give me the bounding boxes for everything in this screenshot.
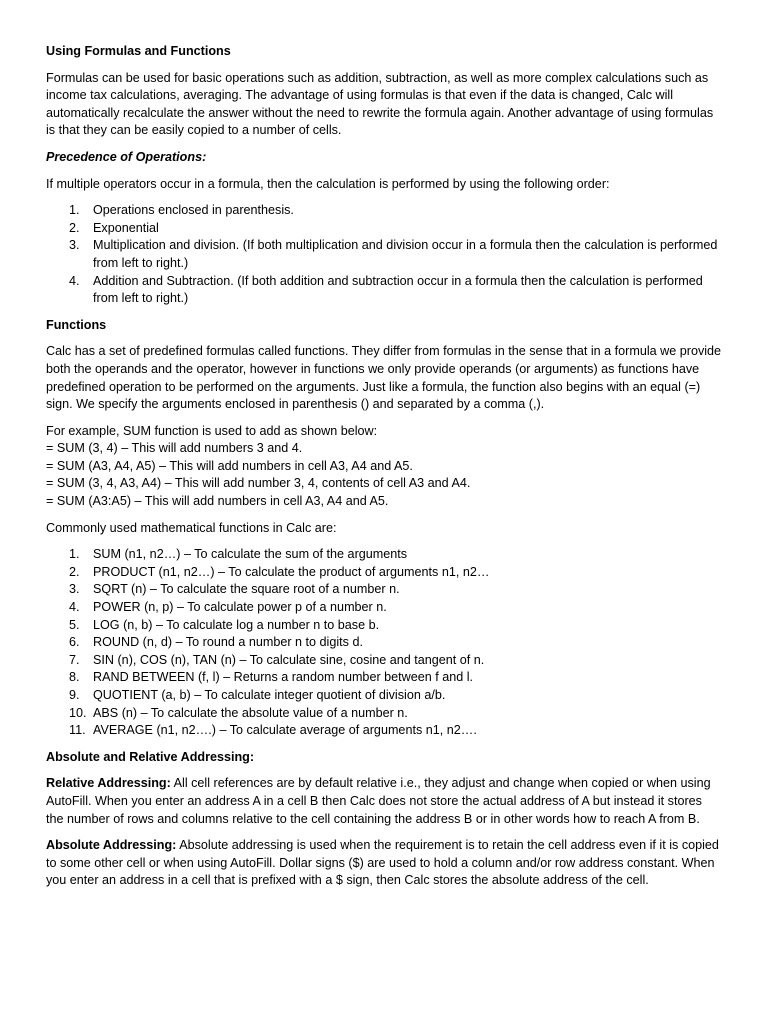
heading-addressing: Absolute and Relative Addressing: <box>46 749 255 764</box>
example-line: For example, SUM function is used to add as shown below: <box>46 423 378 438</box>
absolute-addressing-lead: Absolute Addressing: <box>46 838 177 853</box>
list-text: ROUND (n, d) – To round a number n to digits d. <box>93 635 363 650</box>
precedence-intro: If multiple operators occur in a formula, then the calculation is performed by using the following order: <box>46 176 610 191</box>
list-number: 4. <box>69 273 80 288</box>
list-text: AVERAGE (n1, n2….) – To calculate average of arguments n1, n2…. <box>93 723 477 738</box>
common-functions-intro: Commonly used mathematical functions in Calc are: <box>46 520 337 535</box>
heading-functions: Functions <box>46 317 107 332</box>
list-number: 6. <box>69 635 80 650</box>
list-text: Exponential <box>93 220 159 235</box>
list-number: 2. <box>69 220 80 235</box>
list-item <box>46 273 722 308</box>
list-text: QUOTIENT (a, b) – To calculate integer quotient of division a/b. <box>93 688 446 702</box>
list-text: PRODUCT (n1, n2…) – To calculate the product of arguments n1, n2… <box>93 564 490 579</box>
list-item <box>46 564 722 582</box>
sum-examples <box>46 423 722 511</box>
list-number: 11. <box>69 723 86 738</box>
functions-paragraph: Calc has a set of predefined formulas called functions. They differ from formulas in the sense that in a formula we provide both the operands and the operator, however in functions we only provide operands (or arguments) as functions have predefined operation to be performed on the arguments. Just like a formula, the function also begins with an equal (=) sign. We specify the arguments enclosed in parenthesis () and separated by a comma (,). <box>46 344 722 412</box>
example-line: = SUM (A3:A5) – This will add numbers in cell A3, A4 and A5. <box>46 494 389 509</box>
example-line: = SUM (A3, A4, A5) – This will add numbers in cell A3, A4 and A5. <box>46 458 413 473</box>
list-text: SUM (n1, n2…) – To calculate the sum of the arguments <box>93 547 408 562</box>
list-item <box>46 634 722 652</box>
precedence-list <box>46 202 722 308</box>
relative-addressing-lead: Relative Addressing: <box>46 776 171 791</box>
relative-addressing-paragraph <box>46 775 722 828</box>
list-text: ABS (n) – To calculate the absolute value of a number n. <box>93 705 408 720</box>
list-item <box>46 599 722 617</box>
list-text: Multiplication and division. (If both multiplication and division occur in a formula then the calculation is performed from left to right.) <box>93 238 718 270</box>
heading-precedence: Precedence of Operations: <box>46 149 207 164</box>
list-number: 1. <box>69 547 80 562</box>
list-item <box>46 237 722 272</box>
list-text: SQRT (n) – To calculate the square root of a number n. <box>93 582 400 597</box>
list-item <box>46 581 722 599</box>
list-number: 2. <box>69 564 80 579</box>
list-number: 3. <box>69 238 80 253</box>
list-text: SIN (n), COS (n), TAN (n) – To calculate sine, cosine and tangent of n. <box>93 652 485 667</box>
absolute-addressing-paragraph <box>46 837 722 890</box>
list-item <box>46 546 722 564</box>
list-text: Operations enclosed in parenthesis. <box>93 203 294 218</box>
list-text: RAND BETWEEN (f, l) – Returns a random number between f and l. <box>93 670 474 685</box>
list-item <box>46 202 722 220</box>
list-number: 5. <box>69 617 80 632</box>
list-text: POWER (n, p) – To calculate power p of a number n. <box>93 600 387 615</box>
list-item <box>46 617 722 635</box>
intro-paragraph: Formulas can be used for basic operations such as addition, subtraction, as well as more complex calculations such as income tax calculations, averaging. The advantage of using formulas is that even if the data is changed, Calc will automatically recalculate the answer without the need to rewrite the formula again. Another advantage of using formulas is that they can be easily copied to a number of cells. <box>46 70 714 138</box>
list-item <box>46 705 722 723</box>
list-number: 7. <box>69 652 80 667</box>
list-number: 10. <box>69 705 87 720</box>
list-text: LOG (n, b) – To calculate log a number n to base b. <box>93 617 380 632</box>
list-item <box>46 220 722 238</box>
list-number: 3. <box>69 582 80 597</box>
list-number: 4. <box>69 600 80 615</box>
list-item <box>46 687 722 705</box>
list-item <box>46 652 722 670</box>
list-number: 1. <box>69 203 80 218</box>
example-line: = SUM (3, 4) – This will add numbers 3 and 4. <box>46 441 303 456</box>
list-text: Addition and Subtraction. (If both addition and subtraction occur in a formula then the calculation is performed from left to right.) <box>93 273 703 306</box>
list-number: 9. <box>69 688 80 702</box>
list-number: 8. <box>69 670 80 685</box>
relative-addressing-text: All cell references are by default relative i.e., they adjust and change when copied or when using AutoFill. When you enter an address A in a cell B then Calc does not store the actual address of A but instead it stores the number of rows and columns relative to the cell containing the address B or in other words how to reach A from B. <box>46 776 711 826</box>
functions-list <box>46 546 722 740</box>
example-line: = SUM (3, 4, A3, A4) – This will add number 3, 4, contents of cell A3 and A4. <box>46 476 471 491</box>
list-item <box>46 669 722 687</box>
absolute-addressing-text: Absolute addressing is used when the requirement is to retain the cell address even if it is copied to some other cell or when using AutoFill. Dollar signs ($) are used to hold a column and/or row address constant. When you enter an address in a cell that is prefixed with a $ sign, then Calc stores the absolute address of the cell. <box>46 838 719 888</box>
list-item <box>46 722 722 740</box>
heading-formulas-functions: Using Formulas and Functions <box>46 44 231 58</box>
